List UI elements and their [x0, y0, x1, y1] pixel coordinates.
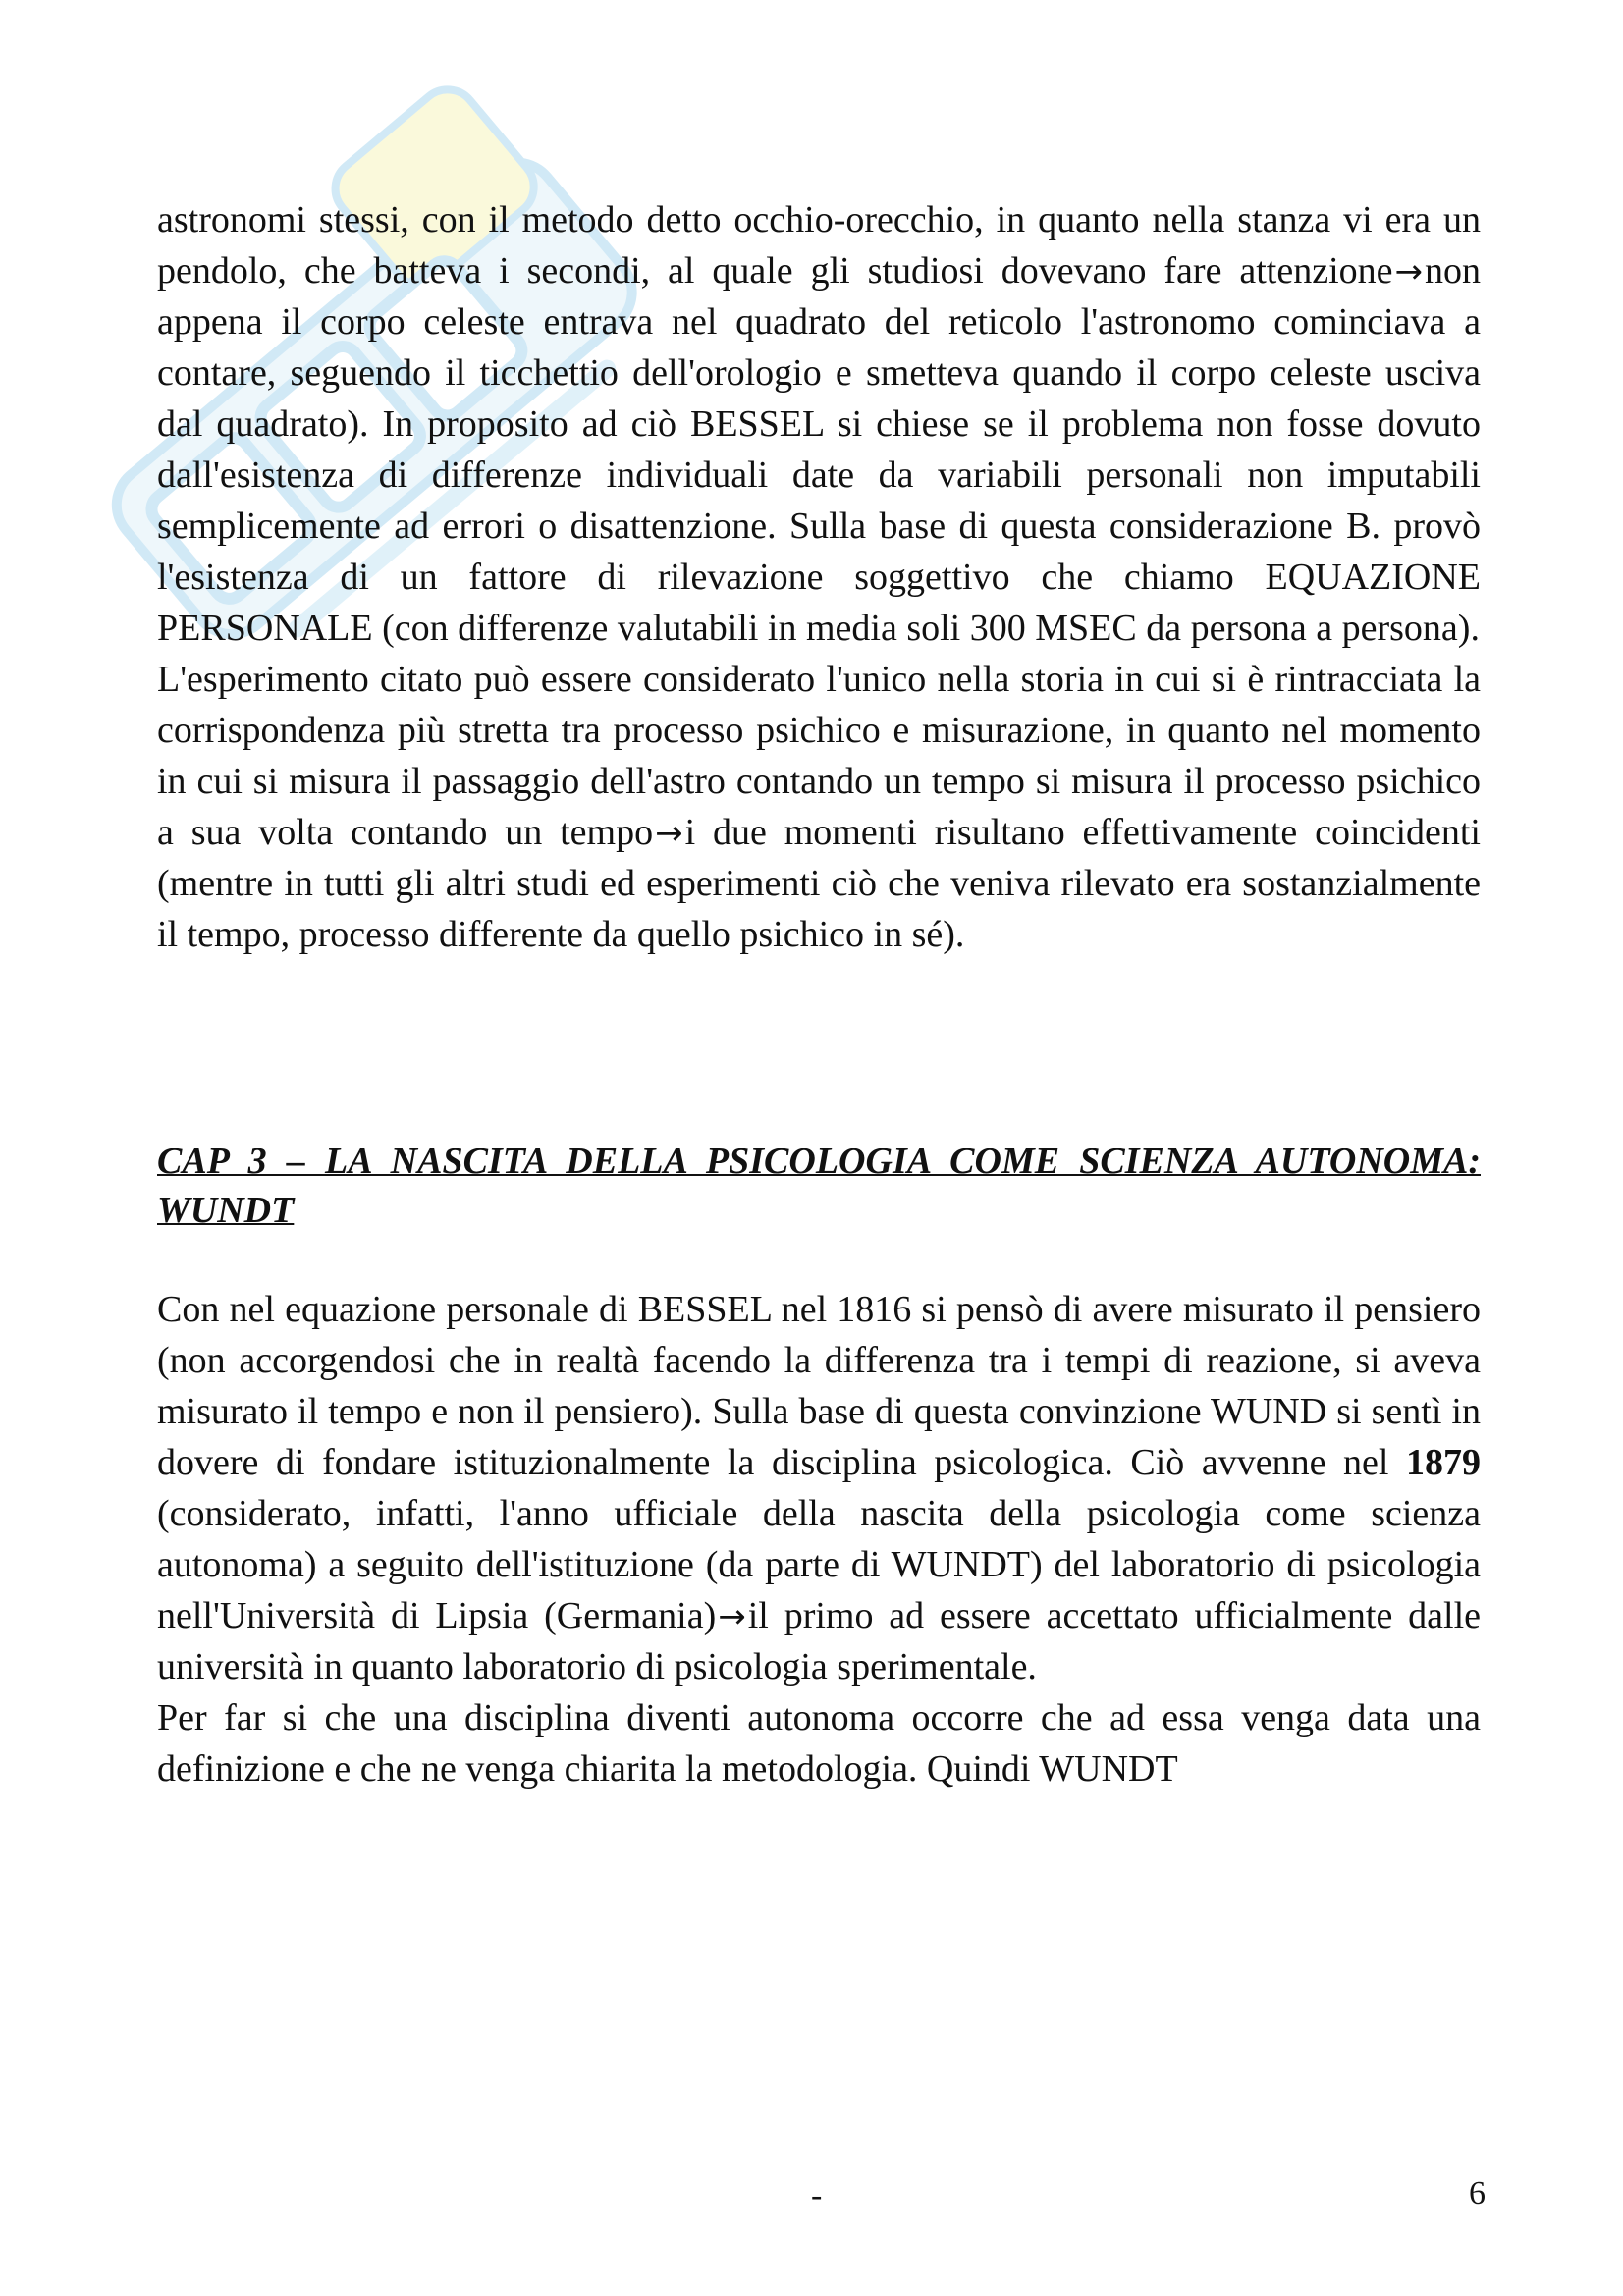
paragraph-text: i due momenti risultano effettivamente coincidenti (mentre in tutti gli altri studi ed esperimenti ciò che veniva rilevato era sostanzialmente il tempo, processo differente da quello psichico in sé).	[157, 812, 1481, 955]
bold-year: 1879	[1406, 1442, 1481, 1483]
section-spacer	[157, 960, 1481, 1137]
paragraph-text: non appena il corpo celeste entrava nel quadrato del reticolo l'astronomo cominciava a contare, seguendo il ticchettio dell'orologio e smetteva quando il corpo celeste usciva dal quadrato). In proposito ad ciò BESSEL si chiese se il problema non fosse dovuto dall'esistenza di differenze individuali date da variabili personali non imputabili semplicemente ad errori o disattenzione. Sulla base di questa considerazione B. provò l'esistenza di un fattore di rilevazione soggettivo che chiamo EQUAZIONE PERSONALE (con differenze valutabili in media soli 300 MSEC da persona a persona).	[157, 250, 1481, 649]
right-arrow-icon: →	[718, 1597, 746, 1636]
page-body	[157, 194, 1481, 1794]
paragraph-text: il primo ad essere accettato ufficialmente dalle università in quanto laboratorio di psicologia sperimentale.	[157, 1595, 1481, 1687]
paragraph-text: Con nel equazione personale di BESSEL nel 1816 si pensò di avere misurato il pensiero (non accorgendosi che in realtà facendo la differenza tra i tempi di reazione, si aveva misurato il tempo e non il pensiero). Sulla base di questa convinzione WUND si sentì in dovere di fondare istituzionalmente la disciplina psicologica. Ciò avvenne nel	[157, 1289, 1481, 1483]
paragraph-text: L'esperimento citato può essere considerato l'unico nella storia in cui si è rintracciata la corrispondenza più stretta tra processo psichico e misurazione, in quanto nel momento in cui si misura il passaggio dell'astro contando un tempo si misura il processo psichico a sua volta contando un tempo	[157, 659, 1481, 853]
right-arrow-icon: →	[655, 814, 683, 853]
paragraph-experiment	[157, 654, 1481, 960]
paragraph-text: astronomi stessi, con il metodo detto occhio-orecchio, in quanto nella stanza vi era un pendolo, che batteva i secondi, al quale gli studiosi dovevano fare attenzione	[157, 199, 1481, 292]
paragraph-autonomy: Per far si che una disciplina diventi autonoma occorre che ad essa venga data una definizione e che ne venga chiarita la metodologia. Quindi WUNDT	[157, 1697, 1481, 1789]
heading-spacer	[157, 1235, 1481, 1284]
right-arrow-icon: →	[1394, 252, 1423, 292]
footer-dash: -	[811, 2177, 823, 2214]
paragraph-wundt-foundation	[157, 1284, 1481, 1692]
chapter-heading: CAP 3 – LA NASCITA DELLA PSICOLOGIA COME SCIENZA AUTONOMA: WUNDT	[157, 1141, 1481, 1231]
page-number: 6	[1469, 2175, 1486, 2212]
paragraph-bessel-method	[157, 194, 1481, 654]
paragraph-text: (considerato, infatti, l'anno ufficiale della nascita della psicologia come scienza autonoma) a seguito dell'istituzione (da parte di WUNDT) del laboratorio di psicologia nell'Università di Lipsia (Germania)	[157, 1493, 1481, 1636]
